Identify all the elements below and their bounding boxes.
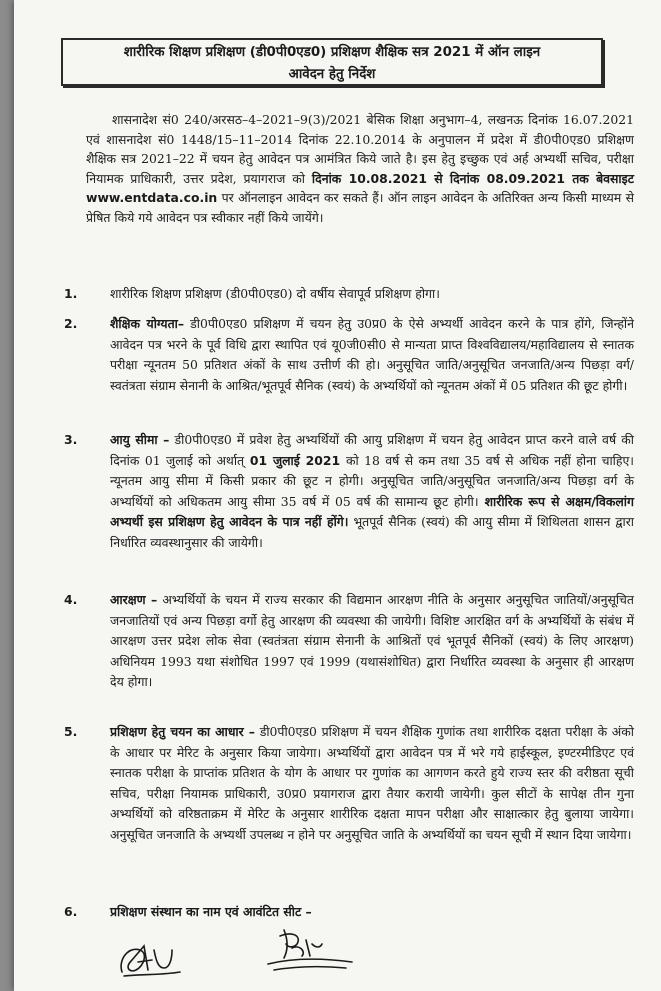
intro-text-2: पर ऑनलाइन आवेदन कर सकते हैं। ऑन लाइन आवेदन के अतिरिक्त अन्य किसी माध्यम से प्रेषित किये गये आवेदन पत्र स्वीकार नहीं किये जायेंगे। (86, 190, 634, 225)
item-text: शारीरिक शिक्षण प्रशिक्षण (डी0पी0एड0) दो वर्षीय सेवापूर्व प्रशिक्षण होगा। (110, 286, 440, 301)
document-page (14, 0, 661, 991)
item-text: अभ्यर्थियों के चयन में राज्य सरकार की विद्यमान आरक्षण नीति के अनुसार अनुसूचित जातियों/अनुसूचित जनजातियों एवं अन्य पिछड़ा वर्गो हेतु आरक्षण की व्यवस्था की जायेगी। विशिष्ट आरक्षित वर्ग के अभ्यर्थियों के संबंध में आरक्षण उत्तर प्रदेश लोक सेवा (स्वतंत्रता संग्राम सेनानी के आश्रितों एवं भूतपूर्व सैनिकों (स्वयं) के लिए आरक्षण) अधिनियम 1993 यथा संशोधित 1997 एवं 1999 (यथासंशोधित) द्वारा निर्धारित व्यवस्था के अनुसार ही आरक्षण देय होगा। (110, 592, 634, 690)
list-item (64, 430, 634, 554)
list-item (64, 902, 634, 923)
item-heading: प्रशिक्षण हेतु चयन का आधार – (110, 724, 255, 739)
list-item (64, 590, 634, 693)
item-heading: आयु सीमा – (110, 432, 170, 447)
intro-text-1: शासनादेश सं0 240/अरसठ–4–2021–9(3)/2021 बेसिक शिक्षा अनुभाग–4, लखनऊ दिनांक 16.07.2021 एवं शासनादेश सं0 1448/15–11–2014 दिनांक 22.10.2014 के अनुपालन में प्रदेश में डी0पी0एड0 प्रशिक्षण शैक्षिक सत्र 2021–22 में चयन हेतु आवेदन पत्र आमंत्रित किये जाते है। इस हेतु इच्छुक एवं अर्ह अभ्यर्थी सचिव, परीक्षा नियामक प्राधिकारी, उत्तर प्रदेश, प्रयागराज को (86, 112, 634, 186)
list-item (64, 722, 634, 846)
item-heading: शैक्षिक योग्यता– (110, 316, 185, 331)
item-heading: आरक्षण – (110, 592, 158, 607)
item-text: डी0पी0एड0 में प्रवेश हेतु अभ्यर्थियों की आयु प्रशिक्षण में चयन हेतु आवेदन प्राप्त करने वाले वर्ष की दिनांक 01 जुलाई को अर्थात् (110, 432, 634, 468)
item-bold-date: 01 जुलाई 2021 (244, 452, 346, 468)
item-number: 6. (64, 904, 78, 919)
item-text: डी0पी0एड0 प्रशिक्षण में चयन शैक्षिक गुणांक तथा शारीरिक दक्षता परीक्षा के अंको के आधार पर मेरिट के अनुसार किया जायेगा। अभ्यर्थियों द्वारा आवेदन पत्र में भरे गये हाईस्कूल, इण्टरमीडिएट एवं स्नातक परीक्षा के प्राप्तांक प्रतिशत के योग के आधार पर गुणांक का आगणन करते हुये राज्य स्तर की वरीष्ठता सूची सचिव, परीक्षा नियामक प्राधिकारी, उ0प्र0 प्रयागराज द्वारा तैयार करायी जायेगी। कुल सीटों के सापेक्ष तीन गुना अभ्यर्थियों को वरिष्ठताक्रम में मेरिट के अनुसार शारीरिक दक्षता मापन परीक्षा और साक्षात्कार हेतु बुलाया जायेगा। अनुसूचित जनजाति के अभ्यर्थी उपलब्ध न होने पर अनुसूचित जाति के अभ्यर्थियों का चयन सूची में स्थान दिया जायेगा। (110, 724, 634, 842)
item-number: 5. (64, 724, 78, 739)
item-text: डी0पी0एड0 प्रशिक्षण में चयन हेतु उ0प्र0 के ऐसे अभ्यर्थी आवेदन करने के पात्र होंगे, जिन्होंने आवेदन पत्र भरने के पूर्व विधि द्वारा स्थापित एवं यू0जी0सी0 से मान्यता प्राप्त विश्वविद्यालय/महाविद्यालय से स्नातक परीक्षा न्यूनतम 50 प्रतिशत अंकों के साथ उत्तीर्ण की हो। अनुसूचित जाति/अनुसूचित जनजाति/अन्य पिछड़ा वर्ग/स्वतंत्रता संग्राम सेनानी के आश्रित/भूतपूर्व सैनिक (स्वयं) के अभ्यर्थियों को न्यूनतम अंकों में 05 प्रतिशत की छूट होगी। (110, 316, 634, 393)
intro-paragraph (86, 110, 634, 228)
signature-2 (262, 922, 358, 976)
document-title-box (61, 38, 603, 86)
item-number: 3. (64, 432, 78, 447)
signature-1 (114, 938, 194, 982)
list-item (64, 284, 634, 305)
item-bold-note: शारीरिक रूप से अक्षम/विकलांग अभ्यर्थी इस प्रशिक्षण हेतु आवेदन के पात्र नहीं होंगे। (110, 493, 634, 530)
title-line-1: शारीरिक शिक्षण प्रशिक्षण (डी0पी0एड0) प्रशिक्षण शैक्षिक सत्र 2021 में ऑन लाइन (123, 45, 541, 60)
item-text: को 18 वर्ष से कम तथा 35 वर्ष से अधिक नहीं होना चाहिए। न्यूनतम आयु सीमा में किसी प्रकार की छूट न होगी। अनुसूचित जाति/अनुसूचित जनजाति/अन्य पिछड़ा वर्ग के अभ्यर्थियों को अधिकतम आयु सीमा 35 वर्ष में 05 वर्ष की सामान्य छूट होगी। (110, 452, 634, 509)
list-item (64, 314, 634, 396)
item-heading: प्रशिक्षण संस्थान का नाम एवं आवंटित सीट – (110, 904, 312, 919)
intro-date-website: दिनांक 10.08.2021 से दिनांक 08.09.2021 तक बेवसाइट www.entdata.co.in (86, 170, 634, 206)
item-text: भूतपूर्व सैनिक (स्वयं) की आयु सीमा में शिथिलता शासन द्वारा निर्धारित व्यवस्थानुसार की जायेगी। (110, 514, 635, 550)
item-number: 4. (64, 592, 78, 607)
item-number: 2. (64, 316, 78, 331)
title-line-2: आवेदन हेतु निर्देश (288, 67, 376, 82)
item-number: 1. (64, 286, 78, 301)
